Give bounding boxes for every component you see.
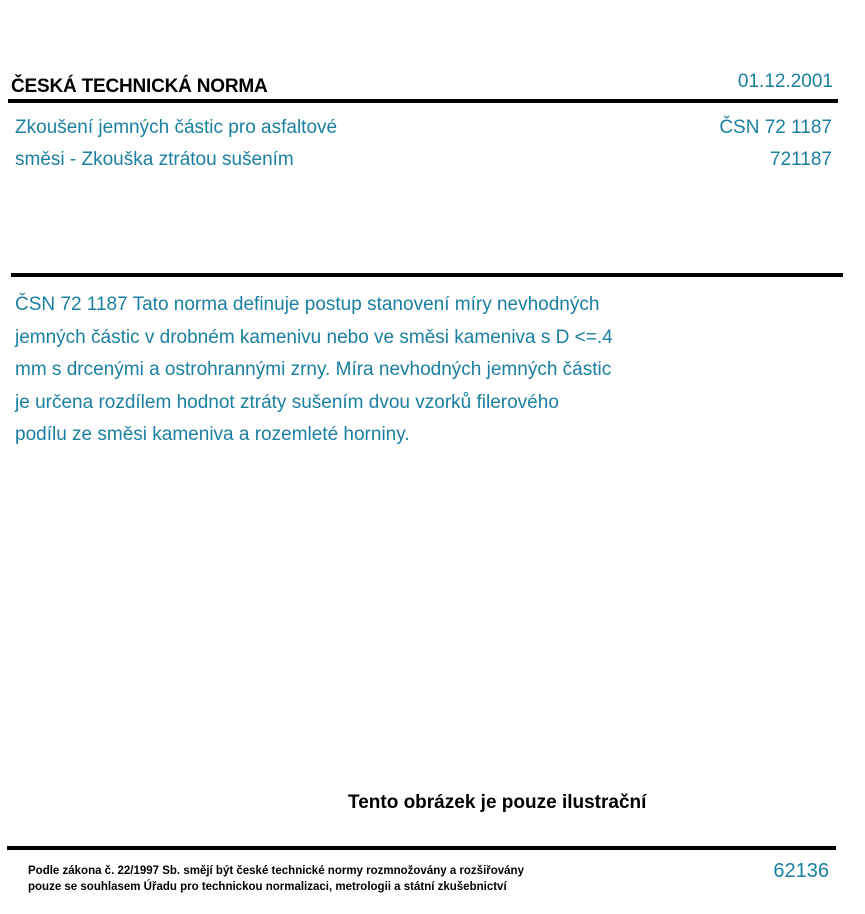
document-number: 62136 <box>773 860 829 882</box>
abstract-line: je určena rozdílem hodnot ztráty sušením dvou vzorků filerového <box>15 391 559 413</box>
abstract-text <box>15 289 715 452</box>
footer-legal-note <box>28 863 524 895</box>
abstract-line: mm s drcenými a ostrohrannými zrny. Míra nevhodných jemných částic <box>15 359 612 380</box>
footer-legal-line: pouze se souhlasem Úřadu pro technickou normalizaci, metrologii a státní zkušebnictví <box>28 881 507 893</box>
standard-title-line-2: směsi - Zkouška ztrátou sušením <box>15 149 294 170</box>
illustration-note: Tento obrázek je pouze ilustrační <box>348 792 647 813</box>
abstract-line: ČSN 72 1187 Tato norma definuje postup stanovení míry nevhodných <box>15 294 600 315</box>
section-divider <box>11 273 843 277</box>
header-divider <box>8 99 838 103</box>
abstract-line: podílu ze směsi kameniva a rozemleté horniny. <box>15 424 410 445</box>
standard-title-line-1: Zkoušení jemných částic pro asfaltové <box>15 117 338 138</box>
footer-divider <box>7 846 836 850</box>
abstract-line: jemných částic v drobném kamenivu nebo ve směsi kameniva s D <=.4 <box>15 326 613 348</box>
issue-date: 01.12.2001 <box>737 71 833 92</box>
standard-class-number: 721187 <box>770 149 832 170</box>
footer-legal-line: Podle zákona č. 22/1997 Sb. smějí být české technické normy rozmnožovány a rozšiřovány <box>28 865 524 877</box>
standard-designation: ČSN 72 1187 <box>719 117 832 138</box>
document-heading: ČESKÁ TECHNICKÁ NORMA <box>11 76 268 97</box>
